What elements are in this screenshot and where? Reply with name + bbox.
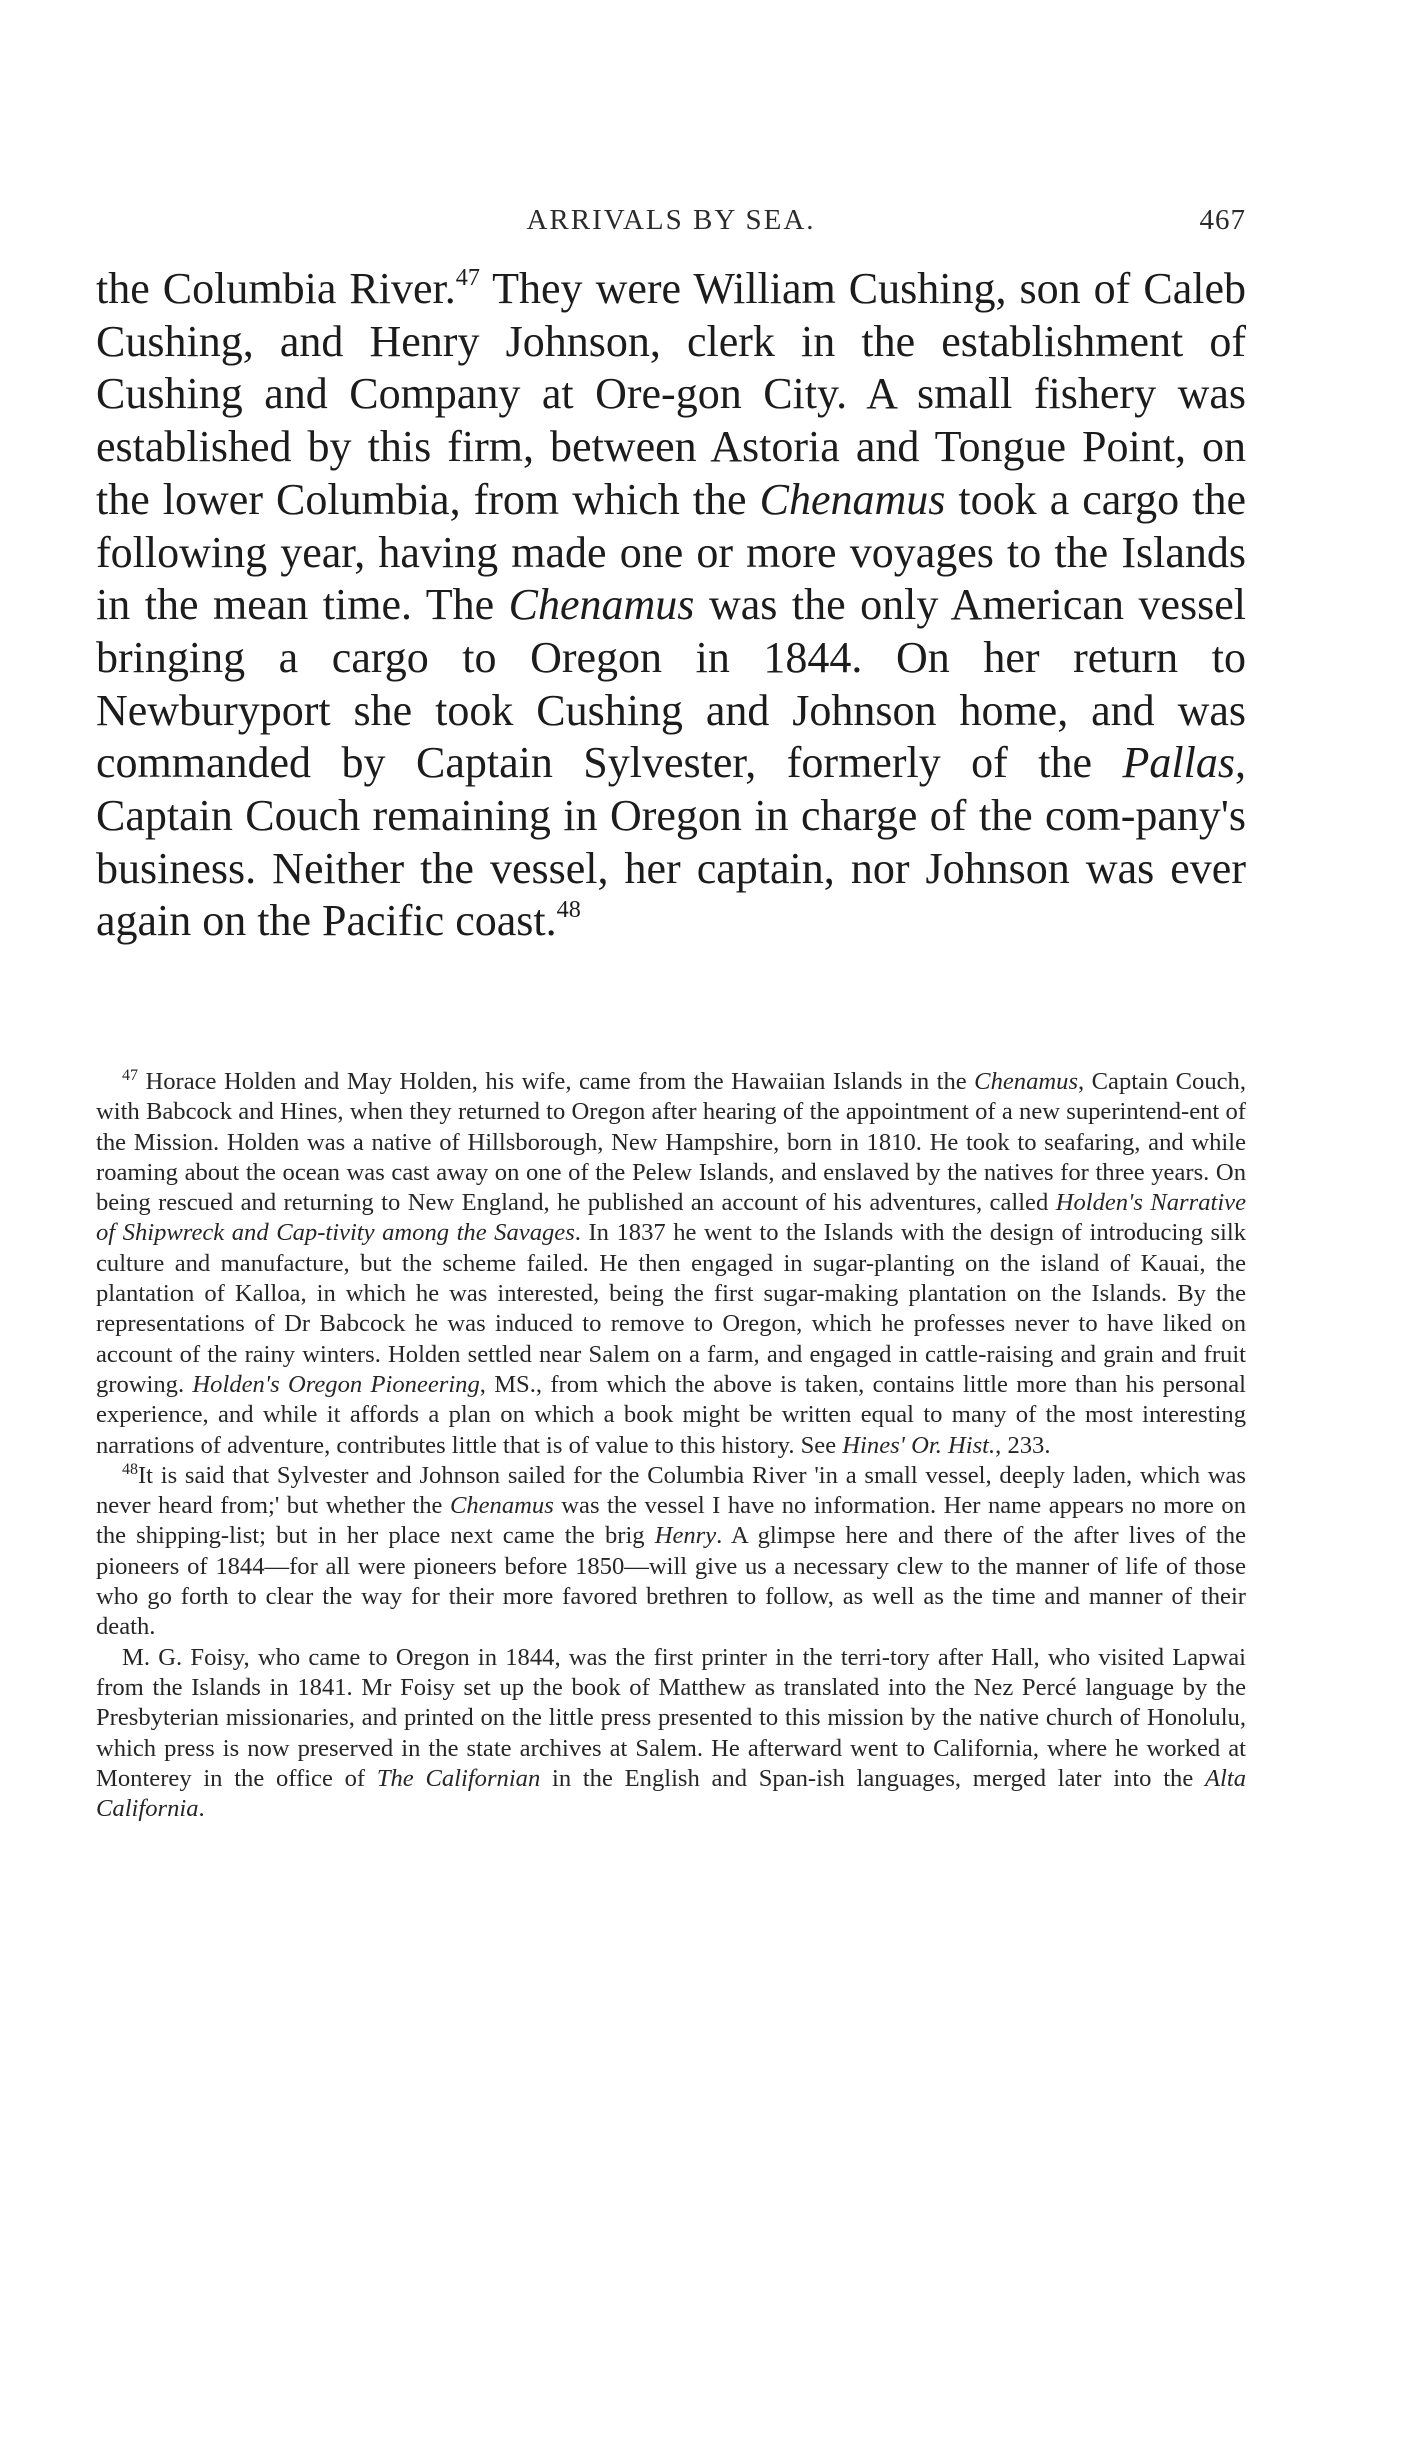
ship-name: Chenamus — [759, 474, 946, 524]
footnote-47 — [96, 1067, 1246, 1461]
text-run: the Columbia River. — [96, 264, 456, 313]
running-title: ARRIVALS BY SEA. — [526, 204, 816, 236]
text-run: , Captain Couch, with Babcock and Hines, when they returned to Oregon after hearing of the appointment of a new superintend-ent of the Mission. Holden was a native of Hillsborough, New Hampshire, born in 1810. He took to seafaring, and while roaming about the ocean was cast away on one of the Pelew Islands, and enslaved by the natives for three years. On being rescued and returning to New England, he published an account of his adventures, called — [96, 1068, 1246, 1217]
text-run: M. G. Foisy, who came to Oregon in 1844, was the first printer in the terri-tory after Hall, who visited Lapwai from the Islands in 1841. Mr Foisy set up the book of Matthew as translated into the Nez Percé language by the Presbyterian missionaries, and printed on the little press presented to this mission by the native church of Honolulu, which press is now preserved in the state archives at Salem. He afterward went to California, where he worked at Monterey in the office of — [96, 1643, 1246, 1792]
text-run: was the only American vessel bringing a cargo to Oregon in 1844. On her return to Newburyport she took Cushing and Johnson home, and was commanded by Captain Sylvester, formerly of the — [96, 580, 1246, 788]
text-run: , 233. — [995, 1431, 1051, 1459]
footnote-48-continued — [96, 1643, 1246, 1825]
italic-run: Holden's Oregon Pioneering — [192, 1370, 480, 1398]
text-run: was the vessel I have no information. Her name appears no more on the shipping-list; but in her place next came the brig — [96, 1492, 1246, 1550]
text-run: It is said that Sylvester and Johnson sailed for the Columbia River 'in a small vessel, deeply laden, which was never heard from;' but whether the — [96, 1461, 1246, 1520]
ship-name: Chenamus — [508, 580, 695, 630]
main-text — [96, 263, 1246, 948]
italic-run: Henry — [654, 1522, 717, 1550]
footnote-mark: 48 — [122, 1461, 138, 1479]
ship-name: Pallas — [1122, 738, 1235, 788]
page-number: 467 — [1199, 204, 1246, 236]
text-run: . — [198, 1795, 205, 1823]
running-head — [96, 200, 1246, 240]
italic-run: Holden's Narrative of Shipwreck and Cap-tivity among the Savages — [96, 1189, 1246, 1247]
text-run: in the English and Span-ish languages, merged later into the — [540, 1764, 1205, 1792]
text-run: , MS., from which the above is taken, contains little more than his personal experience, and while it affords a plan on which a book might be written equal to many of the most interesting narrations of adventure, contributes little that is of value to this history. See — [96, 1370, 1246, 1459]
italic-run: Chenamus — [974, 1068, 1079, 1095]
text-run: Horace Holden and May Holden, his wife, came from the Hawaiian Islands in the — [137, 1068, 975, 1095]
footnote-ref-47: 47 — [455, 263, 480, 291]
italic-run: The Californian — [376, 1764, 541, 1792]
footnote-mark: 47 — [122, 1067, 138, 1085]
text-run: . A glimpse here and there of the after lives of the pioneers of 1844—for all were pioneers before 1850—will give us a necessary clew to the manner of life of those who go forth to clear the way for their more favored brethren to follow, as well as the time and manner of their death. — [96, 1522, 1246, 1641]
footnotes — [96, 1067, 1246, 1824]
text-run: , Captain Couch remaining in Oregon in charge of the com-pany's business. Neither the vessel, her captain, nor Johnson was ever again on the Pacific coast. — [96, 738, 1246, 946]
text-run: took a cargo the following year, having made one or more voyages to the Islands in the mean time. The — [96, 474, 1246, 630]
italic-run: Hines' Or. Hist. — [842, 1431, 996, 1459]
text-run: . In 1837 he went to the Islands with the design of introducing silk culture and manufacture, but the scheme failed. He then engaged in sugar-planting on the island of Kauai, the plantation of Kalloa, in which he was interested, being the first sugar-making plantation on the Islands. By the representations of Dr Babcock he was induced to remove to Oregon, which he professes never to have liked on account of the rainy winters. Holden settled near Salem on a farm, and engaged in cattle-raising and grain and fruit growing. — [96, 1219, 1246, 1398]
footnote-ref-48: 48 — [556, 896, 581, 924]
text-run: They were William Cushing, son of Caleb Cushing, and Henry Johnson, clerk in the establishment of Cushing and Company at Ore-gon City. A small fishery was established by this firm, between Astoria and Tongue Point, on the lower Columbia, from which the — [96, 264, 1246, 524]
main-paragraph — [96, 263, 1246, 948]
footnote-48 — [96, 1461, 1246, 1643]
italic-run: Alta California — [96, 1764, 1246, 1823]
italic-run: Chenamus — [449, 1492, 554, 1520]
